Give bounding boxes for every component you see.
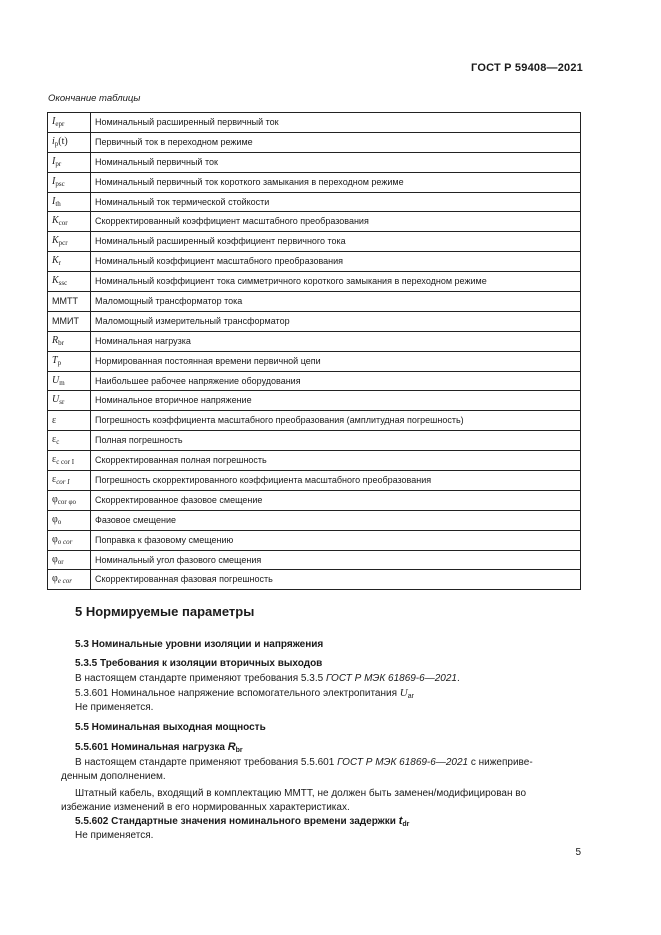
section-title: 5 Нормируемые параметры bbox=[75, 604, 255, 619]
paragraph-5-3-601: 5.3.601 Номинальное напряжение вспомогательного электропитания $U_{ar}$ bbox=[75, 687, 414, 700]
page-number: 5 bbox=[575, 847, 581, 858]
symbol-cell: ε bbox=[48, 411, 91, 431]
paragraph-5-3-601-na: Не применяется. bbox=[75, 702, 154, 713]
description-cell: Номинальный первичный ток короткого замыкания в переходном режиме bbox=[91, 172, 581, 192]
symbol-cell: $\varepsilon_{c cor I}$ bbox=[48, 451, 91, 471]
description-cell: Номинальный расширенный коэффициент первичного тока bbox=[91, 232, 581, 252]
table-row bbox=[48, 192, 581, 212]
symbol-cell: $K_{cor}$ bbox=[48, 212, 91, 232]
description-cell: Номинальный ток термической стойкости bbox=[91, 192, 581, 212]
description-cell: Скорректированный коэффициент масштабного преобразования bbox=[91, 212, 581, 232]
symbol-cell: $I_{epr}$ bbox=[48, 113, 91, 133]
description-cell: Номинальное вторичное напряжение bbox=[91, 391, 581, 411]
paragraph-5-5-601-cable: Штатный кабель, входящий в комплектацию ММТТ, не должен быть заменен/модифицирован во bbox=[75, 788, 527, 799]
symbol-cell: $K_{ssc}$ bbox=[48, 272, 91, 292]
paragraph-5-5-601: В настоящем стандарте применяют требования 5.5.601 ГОСТ Р МЭК 61869-6—2021 с нижеприве- bbox=[75, 757, 533, 768]
symbol-cell: ММТТ bbox=[48, 292, 91, 312]
table-row bbox=[48, 252, 581, 272]
table-row bbox=[48, 550, 581, 570]
description-cell: Полная погрешность bbox=[91, 431, 581, 451]
description-cell: Скорректированная фазовая погрешность bbox=[91, 570, 581, 590]
symbol-cell: $\varphi_{cor \varphi o}$ bbox=[48, 490, 91, 510]
description-cell: Погрешность скорректированного коэффициента масштабного преобразования bbox=[91, 471, 581, 491]
symbol-cell: $\varepsilon_{cor I}$ bbox=[48, 471, 91, 491]
table-row bbox=[48, 471, 581, 491]
table-row bbox=[48, 232, 581, 252]
description-cell: Номинальный коэффициент тока симметричного короткого замыкания в переходном режиме bbox=[91, 272, 581, 292]
table-caption: Окончание таблицы bbox=[48, 93, 141, 104]
subsection-5-5-602-title: 5.5.602 Стандартные значения номинального времени задержки $t_{dr}$ bbox=[75, 815, 410, 828]
paragraph-5-5-602-na: Не применяется. bbox=[75, 830, 154, 841]
description-cell: Номинальная нагрузка bbox=[91, 331, 581, 351]
symbol-cell: $R_{br}$ bbox=[48, 331, 91, 351]
symbol-cell: $\varphi_{o cor}$ bbox=[48, 530, 91, 550]
paragraph-5-5-601-cable-cont: избежание изменений в его нормированных характеристиках. bbox=[61, 802, 350, 813]
document-code: ГОСТ Р 59408—2021 bbox=[471, 62, 583, 74]
standard-reference: ГОСТ Р МЭК 61869-6—2021 bbox=[325, 673, 457, 684]
subsection-5-3-5-title: 5.3.5 Требования к изоляции вторичных выходов bbox=[75, 658, 323, 669]
symbol-cell: $K_{pcr}$ bbox=[48, 232, 91, 252]
table-row bbox=[48, 391, 581, 411]
description-cell: Скорректированная полная погрешность bbox=[91, 451, 581, 471]
paragraph-5-3-5: В настоящем стандарте применяют требования 5.3.5 ГОСТ Р МЭК 61869-6—2021. bbox=[75, 673, 460, 684]
symbol-cell: $I_{pr}$ bbox=[48, 152, 91, 172]
description-cell: Погрешность коэффициента масштабного преобразования (амплитудная погрешность) bbox=[91, 411, 581, 431]
description-cell: Нормированная постоянная времени первичной цепи bbox=[91, 351, 581, 371]
table-row bbox=[48, 490, 581, 510]
table-row bbox=[48, 132, 581, 152]
paragraph-5-5-601-cont: денным дополнением. bbox=[61, 771, 166, 782]
description-cell: Маломощный измерительный трансформатор bbox=[91, 311, 581, 331]
description-cell: Фазовое смещение bbox=[91, 510, 581, 530]
table-row bbox=[48, 212, 581, 232]
subsection-5-5-title: 5.5 Номинальная выходная мощность bbox=[75, 722, 266, 733]
symbol-cell: $I_{th}$ bbox=[48, 192, 91, 212]
description-cell: Номинальный расширенный первичный ток bbox=[91, 113, 581, 133]
subsection-5-3-title: 5.3 Номинальные уровни изоляции и напряжения bbox=[75, 639, 324, 650]
symbol-cell: $\varphi_o$ bbox=[48, 510, 91, 530]
table-row bbox=[48, 431, 581, 451]
symbol-cell: $K_r$ bbox=[48, 252, 91, 272]
symbol-cell: $\varphi_{or}$ bbox=[48, 550, 91, 570]
subsection-5-5-601-title: 5.5.601 Номинальная нагрузка $R_{br}$ bbox=[75, 741, 243, 754]
symbol-cell: $I_{psc}$ bbox=[48, 172, 91, 192]
table-row bbox=[48, 411, 581, 431]
table-row bbox=[48, 371, 581, 391]
symbol-cell: ММИТ bbox=[48, 311, 91, 331]
table-row bbox=[48, 351, 581, 371]
table-row bbox=[48, 331, 581, 351]
description-cell: Первичный ток в переходном режиме bbox=[91, 132, 581, 152]
symbols-table bbox=[47, 112, 581, 590]
symbol-cell: $\varphi_{e cor}$ bbox=[48, 570, 91, 590]
table-row bbox=[48, 152, 581, 172]
description-cell: Поправка к фазовому смещению bbox=[91, 530, 581, 550]
table-row bbox=[48, 113, 581, 133]
description-cell: Маломощный трансформатор тока bbox=[91, 292, 581, 312]
description-cell: Номинальный коэффициент масштабного преобразования bbox=[91, 252, 581, 272]
symbol-cell: $U_{sr}$ bbox=[48, 391, 91, 411]
table-row bbox=[48, 451, 581, 471]
symbol-cell: $T_p$ bbox=[48, 351, 91, 371]
symbol-cell: $\varepsilon_c$ bbox=[48, 431, 91, 451]
table-row bbox=[48, 272, 581, 292]
table-row bbox=[48, 510, 581, 530]
table-row bbox=[48, 172, 581, 192]
description-cell: Наибольшее рабочее напряжение оборудования bbox=[91, 371, 581, 391]
description-cell: Номинальный первичный ток bbox=[91, 152, 581, 172]
description-cell: Скорректированное фазовое смещение bbox=[91, 490, 581, 510]
table-row bbox=[48, 292, 581, 312]
symbol-cell: $U_m$ bbox=[48, 371, 91, 391]
table-row bbox=[48, 311, 581, 331]
table-row bbox=[48, 570, 581, 590]
table-row bbox=[48, 530, 581, 550]
description-cell: Номинальный угол фазового смещения bbox=[91, 550, 581, 570]
symbol-cell: $i_p(t)$ bbox=[48, 132, 91, 152]
